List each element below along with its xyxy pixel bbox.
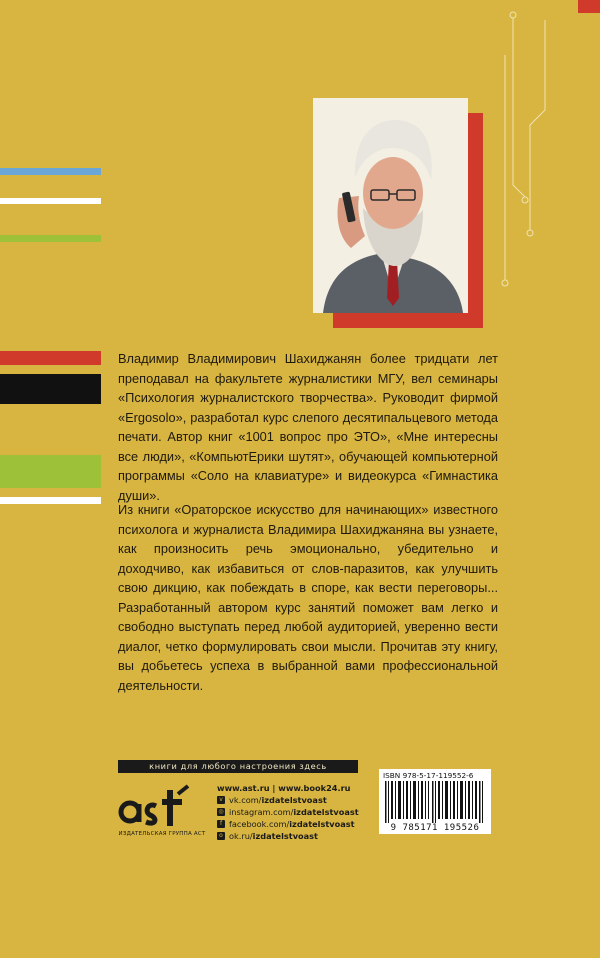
facebook-link[interactable]: izdatelstvoast <box>289 819 355 829</box>
barcode-box <box>379 769 491 834</box>
odnoklassniki-icon: o <box>217 832 225 840</box>
book-description-text: Из книги «Ораторское искусство для начинающих» известного психолога и журналиста Владимира Шахиджаняна вы узнаете, как произносить речь эмоционально, убедительно и доходчиво, как избавиться от слов-паразитов, как улучшить свою дикцию, как побеждать в споре, как вести переговоры... Разработанный автором курс занятий поможет вам легко и свободно выступать перед любой аудиторией, уверенно вести диалог, четко формулировать свои мысли. Прочитав эту книгу, вы добьетесь успеха в выбранной вами профессиональной деятельности. <box>118 502 498 693</box>
websites-text[interactable]: www.ast.ru | www.book24.ru <box>217 783 351 793</box>
ast-logo-icon <box>118 782 208 834</box>
ok-link[interactable]: izdatelstvoast <box>252 831 318 841</box>
instagram-icon: ◎ <box>218 808 224 815</box>
barcode-icon <box>385 781 485 823</box>
barcode-number: 9 785171 195526 <box>390 823 480 833</box>
publisher-name: ИЗДАТЕЛЬСКАЯ ГРУППА АСТ <box>118 831 206 837</box>
author-bio-text: Владимир Владимирович Шахиджанян более тридцати лет преподавал на факультете журналистики МГУ, вел семинары «Психология журналистского творчества». Руководит фирмой «Ergosolo», разработал курс слепого десятипальцевого метода печати. Автор книг «1001 вопрос про ЭТО», «Мне интересны все люди», «КомпьютЕрики шутят», обучающей компьютерной программы «Соло на клавиатуре» и видеокурса «Гимнастика души». <box>118 351 498 503</box>
instagram-link[interactable]: izdatelstvoast <box>293 807 359 817</box>
photo-portrait-icon <box>313 98 468 313</box>
vk-link[interactable]: izdatelstvoast <box>261 795 327 805</box>
book-description <box>118 500 498 695</box>
isbn-text: ISBN 978-5-17-119552-6 <box>383 771 474 780</box>
author-bio <box>118 349 498 505</box>
facebook-icon: f <box>217 820 225 828</box>
publisher-links <box>217 782 359 842</box>
ok-row[interactable]: o ok.ru/ izdatelstvoast <box>217 830 359 842</box>
vk-icon: v <box>217 796 225 804</box>
facebook-row[interactable]: f facebook.com/ izdatelstvoast <box>217 818 359 830</box>
author-photo <box>313 98 468 313</box>
instagram-row[interactable]: ◎ instagram.com/ izdatelstvoast <box>218 807 359 817</box>
vk-row[interactable]: v vk.com/ izdatelstvoast <box>217 794 359 806</box>
websites-row[interactable] <box>217 782 359 794</box>
tagline-bar: книги для любого настроения здесь <box>118 760 358 773</box>
